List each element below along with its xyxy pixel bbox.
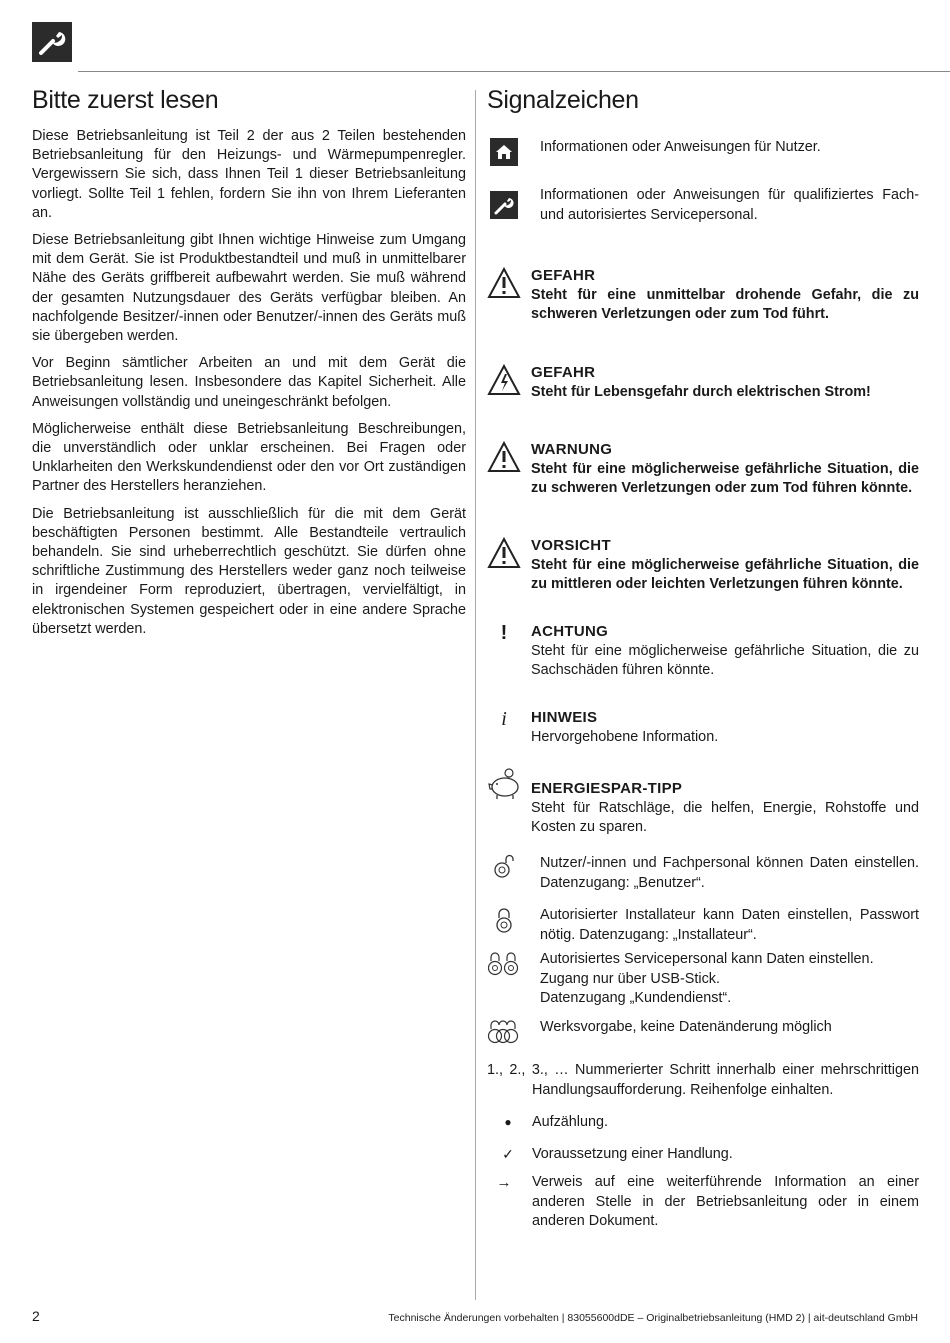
warning-triangle-icon [487, 440, 521, 479]
signal-body: Steht für eine möglicherweise gefährliche Situation, die zu Sachschäden führen könnte. [531, 642, 919, 678]
electric-hazard-icon [487, 363, 521, 402]
signal-note [487, 708, 919, 753]
access-text: Nutzer/-innen und Fachpersonal können Daten einstellen. Datenzugang: „Benutzer“. [540, 855, 919, 891]
signal-energy-tip [487, 779, 919, 839]
numbered-step-row [487, 1061, 919, 1103]
signal-title: GEFAHR [531, 364, 596, 381]
double-lock-icon [487, 950, 521, 983]
signal-body: Steht für eine unmittelbar drohende Gefahr, die zu schweren Verletzungen oder zum Tod führt. [531, 286, 919, 322]
home-icon [487, 138, 521, 171]
signal-body: Steht für Lebensgefahr durch elektrischen Strom! [531, 383, 871, 400]
wrench-icon [487, 191, 521, 224]
signal-title: WARNUNG [531, 441, 613, 458]
check-row [487, 1145, 919, 1167]
triple-lock-icon [487, 1018, 521, 1051]
signal-title: ENERGIESPAR-TIPP [531, 780, 683, 797]
access-factory-row [487, 1018, 919, 1048]
checkmark-icon: ✓ [502, 1146, 514, 1162]
user-info-row [487, 136, 919, 166]
warning-triangle-icon [487, 536, 521, 575]
reference-row [487, 1173, 919, 1235]
signal-caution [487, 536, 919, 601]
signal-body: Steht für eine möglicherweise gefährliche Situation, die zu schweren Verletzungen oder zum Tod führen könnte. [531, 460, 919, 496]
paragraph: Diese Betriebsanleitung ist Teil 2 der aus 2 Teilen bestehenden Betriebsanleitung für den Heizungs- und Wärmepumpenregler. Vergewissern Sie sich, dass Ihnen Teil 1 dieser Betriebsanleitung vorliegt. Sollte Teil 1 fehlen, fordern Sie ihn von Ihrem Lieferanten an. [32, 128, 466, 221]
info-icon: i [501, 708, 507, 730]
bullet-text: Aufzählung. [532, 1114, 609, 1130]
numbered-lead: 1., 2., 3., … [487, 1062, 569, 1078]
header-rule [78, 71, 950, 72]
signal-warning [487, 440, 919, 505]
signal-title: ACHTUNG [531, 623, 609, 640]
signal-body: Steht für Ratschläge, die helfen, Energie, Rohstoffe und Kosten zu sparen. [531, 799, 919, 835]
access-text: Zugang nur über USB-Stick. [540, 970, 720, 987]
wrench-icon [32, 22, 72, 62]
access-installer-row [487, 906, 919, 948]
paragraph: Diese Betriebsanleitung gibt Ihnen wichtige Hinweise zum Umgang mit dem Gerät. Sie ist Produktbestandteil und muß in unmittelbarer Nähe des Geräts griffbereit aufbewahrt werden. Sie muß während der gesamten Nutzungsdauer des Geräts verfügbar bleiben. An nachfolgende Besitzer/-innen oder Benutzer/-innen des Geräts muß sie übergeben werden. [32, 232, 466, 345]
unlocked-lock-icon [487, 854, 521, 885]
section-title-signals: Signalzeichen [487, 86, 639, 114]
service-info-row [487, 186, 919, 231]
exclamation-icon: ! [500, 622, 508, 644]
service-info-text: Informationen oder Anweisungen für qualifiziertes Fach- und autorisiertes Servicepersonal. [540, 187, 919, 223]
left-column [32, 86, 466, 647]
lock-icon [487, 908, 521, 939]
warning-triangle-icon [487, 266, 521, 305]
signal-electric-danger [487, 363, 919, 408]
signal-attention [487, 622, 919, 687]
paragraph: Vor Beginn sämtlicher Arbeiten an und mit dem Gerät die Betriebsanleitung lesen. Insbesondere das Kapitel Sicherheit. Alle Anweisungen vollständig und uneingeschränkt befolgen. [32, 355, 466, 410]
bullet-icon: ● [504, 1115, 512, 1129]
section-title-read-first: Bitte zuerst lesen [32, 86, 219, 114]
right-column [487, 86, 920, 1229]
page-number: 2 [32, 1308, 40, 1324]
arrow-right-icon: → [496, 1174, 512, 1191]
signal-title: GEFAHR [531, 267, 596, 284]
access-text: Werksvorgabe, keine Datenänderung möglich [540, 1019, 832, 1035]
bullet-row [487, 1113, 919, 1135]
access-text: Datenzugang „Kundendienst“. [540, 990, 732, 1006]
access-service-row [487, 950, 919, 1012]
piggy-bank-icon [487, 765, 521, 806]
signal-body: Steht für eine möglicherweise gefährliche Situation, die zu mittleren oder leichten Verletzungen führen könnte. [531, 556, 919, 592]
user-info-text: Informationen oder Anweisungen für Nutzer. [540, 139, 821, 155]
signal-title: VORSICHT [531, 537, 611, 554]
column-divider [475, 90, 476, 1300]
access-user-row [487, 854, 919, 896]
check-text: Voraussetzung einer Handlung. [532, 1146, 733, 1162]
numbered-text: Nummerierter Schritt innerhalb einer mehrschrittigen Handlungsaufforderung. Reihenfolge einhalten. [532, 1062, 920, 1098]
footer-text: Technische Änderungen vorbehalten | 83055600dDE – Originalbetriebsanleitung (HMD 2) | ait-deutschland GmbH [388, 1312, 918, 1324]
reference-text: Verweis auf eine weiterführende Information an einer anderen Stelle in der Betriebsanleitung oder in einem anderen Dokument. [532, 1174, 919, 1229]
signal-title: HINWEIS [531, 709, 598, 726]
paragraph: Möglicherweise enthält diese Betriebsanleitung Beschreibungen, die unverständlich oder unklar erscheinen. Bei Fragen oder Unklarheiten den Werkskundendienst oder den vor Ort zuständigen Partner des Herstellers heranziehen. [32, 420, 466, 495]
signal-body: Hervorgehobene Information. [531, 728, 719, 745]
signal-danger [487, 266, 919, 331]
paragraph: Die Betriebsanleitung ist ausschließlich für die mit dem Gerät beschäftigten Personen bestimmt. Alle Bestandteile vertraulich behandeln. Sie sind urheberrechtlich geschützt. Sie dürfen ohne schriftliche Zustimmung des Herstellers weder ganz noch teilweise in irgendeiner Form reproduziert, übertragen, vervielfältigt, in elektronischen Systemen gespeichert oder in eine andere Sprache übersetzt werden. [32, 505, 466, 637]
access-text: Autorisiertes Servicepersonal kann Daten einstellen. [540, 951, 874, 967]
access-text: Autorisierter Installateur kann Daten einstellen, Passwort nötig. Datenzugang: „Installateur“. [540, 907, 919, 943]
